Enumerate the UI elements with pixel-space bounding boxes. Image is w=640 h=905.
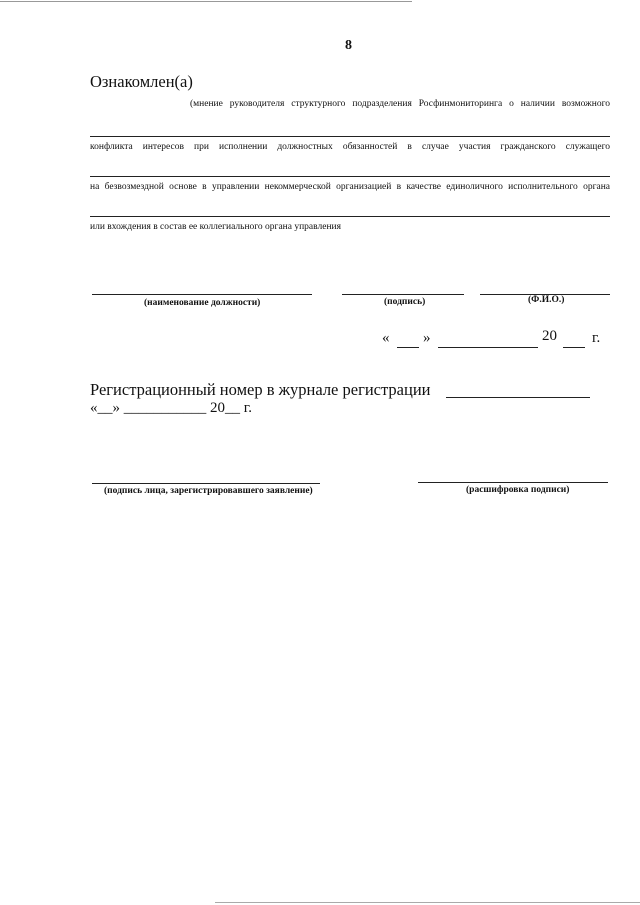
opinion-line-1: (мнение руководителя структурного подразделения Росфинмониторинга о наличии возможного <box>190 99 610 109</box>
opinion-line-4: или вхождения в состав ее коллегиального органа управления <box>90 222 342 232</box>
opinion-line-2: конфликта интересов при исполнении должностных обязанностей в случае участия гражданского служащего <box>90 142 610 152</box>
signature-transcript-caption: (расшифровка подписи) <box>466 485 570 495</box>
date-day-line <box>397 347 419 348</box>
blank-line-opinion-1 <box>90 136 610 137</box>
registrar-signature-line <box>92 483 320 484</box>
position-caption: (наименование должности) <box>144 298 261 308</box>
signature-line <box>342 294 464 295</box>
date-year-prefix: 20 <box>542 328 557 344</box>
scan-edge-bottom <box>215 902 640 903</box>
date-close-quote: » <box>423 330 431 346</box>
registrar-signature-caption: (подпись лица, зарегистрировавшего заявление) <box>104 486 313 496</box>
acquainted-label: Ознакомлен(а) <box>90 72 193 91</box>
fio-caption: (Ф.И.О.) <box>528 295 565 305</box>
signature-transcript-line <box>418 482 608 483</box>
registration-date: «__» ___________ 20__ г. <box>90 400 252 416</box>
signature-caption: (подпись) <box>384 297 426 307</box>
registration-number-line <box>446 397 590 398</box>
scan-edge-top <box>0 1 412 2</box>
date-year-suffix: г. <box>592 330 601 346</box>
date-year-line <box>563 347 585 348</box>
blank-line-opinion-2 <box>90 176 610 177</box>
opinion-line-3: на безвозмездной основе в управлении некоммерческой организацией в качестве единоличного исполнительного органа <box>90 182 610 192</box>
blank-line-opinion-3 <box>90 216 610 217</box>
registration-label: Регистрационный номер в журнале регистрации <box>90 380 431 399</box>
position-line <box>92 294 312 295</box>
date-open-quote: « <box>382 330 390 346</box>
date-month-line <box>438 347 538 348</box>
page-number: 8 <box>345 38 352 53</box>
